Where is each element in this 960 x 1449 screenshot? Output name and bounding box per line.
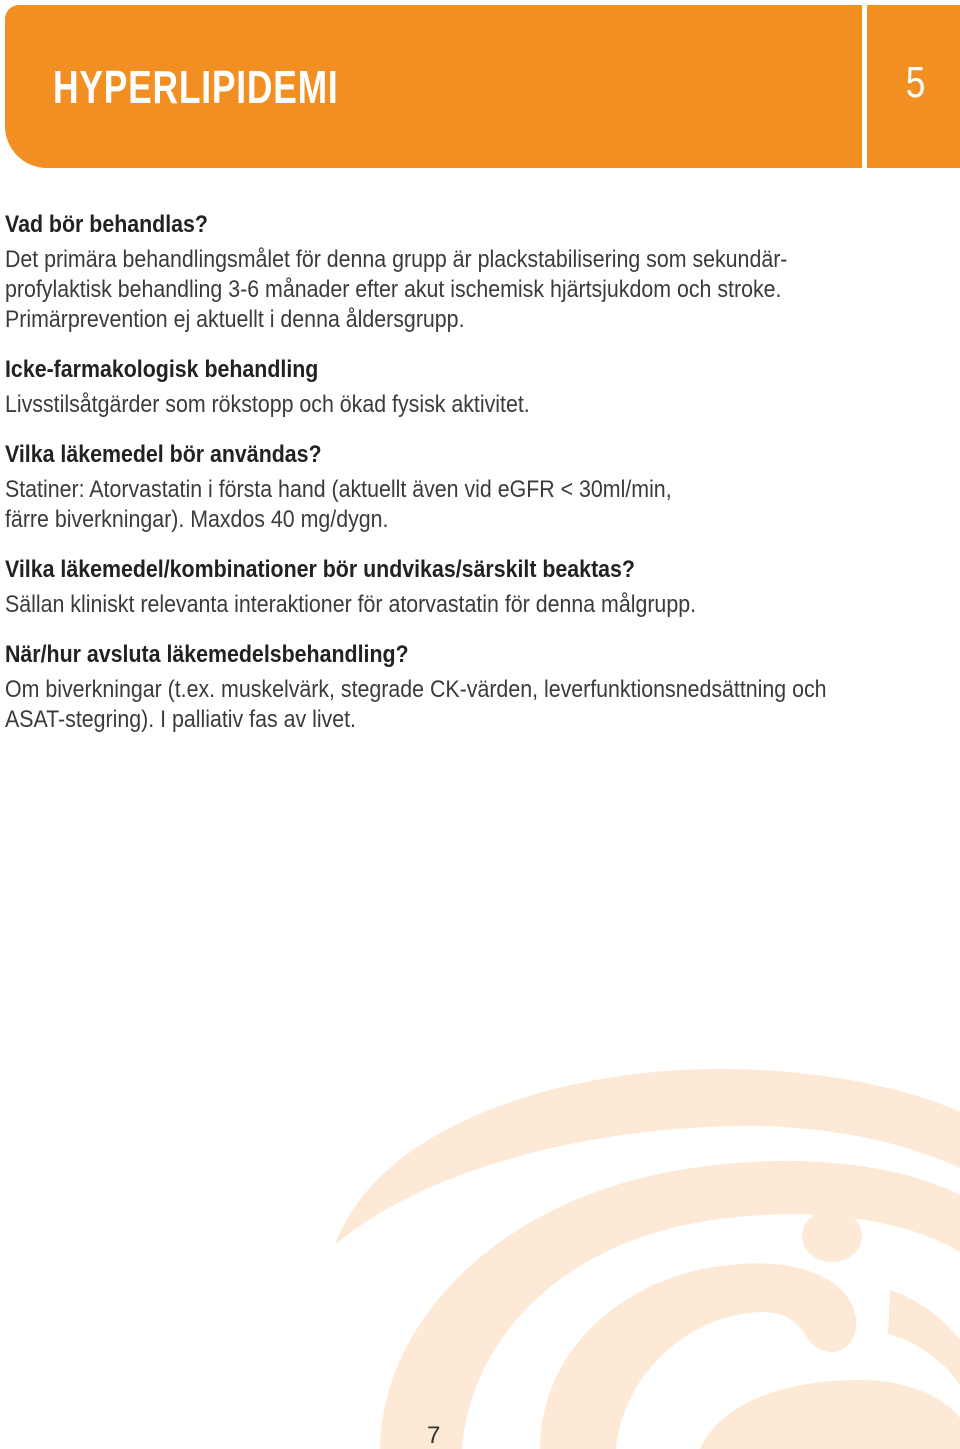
swirl-lower-band <box>700 1380 960 1449</box>
body-text-line: färre biverkningar). Maxdos 40 mg/dygn. <box>5 506 389 533</box>
chapter-number: 5 <box>905 58 926 107</box>
section-drugs-to-avoid <box>5 555 895 620</box>
section-when-to-stop <box>5 640 895 735</box>
document-body <box>5 210 895 735</box>
section-heading: Vilka läkemedel/kombinationer bör undvikas/särskilt beaktas? <box>5 556 635 583</box>
section-what-to-treat <box>5 210 895 335</box>
section-heading: När/hur avsluta läkemedelsbehandling? <box>5 641 409 668</box>
section-non-pharmacological <box>5 355 895 420</box>
swirl-right-band <box>888 1290 960 1385</box>
body-text-line: Primärprevention ej aktuellt i denna åldersgrupp. <box>5 306 465 333</box>
body-text-line: Det primära behandlingsmålet för denna grupp är plackstabilisering som sekundär- <box>5 246 788 273</box>
swirl-center <box>802 1210 862 1262</box>
section-heading: Icke-farmakologisk behandling <box>5 356 319 383</box>
section-heading: Vilka läkemedel bör användas? <box>5 441 322 468</box>
page-number: 7 <box>427 1422 441 1449</box>
body-text-line: ASAT-stegring). I palliativ fas av livet. <box>5 706 356 733</box>
body-text-line: Sällan kliniskt relevanta interaktioner för atorvastatin för denna målgrupp. <box>5 591 697 618</box>
body-text-line: Statiner: Atorvastatin i första hand (aktuellt även vid eGFR < 30ml/min, <box>5 476 672 503</box>
body-text-line: Om biverkningar (t.ex. muskelvärk, stegrade CK-värden, leverfunktionsnedsättning och <box>5 676 827 703</box>
page-title: HYPERLIPIDEMI <box>53 61 339 113</box>
chapter-tab <box>867 5 960 168</box>
body-text-line: profylaktisk behandling 3-6 månader efter akut ischemisk hjärtsjukdom och stroke. <box>5 276 782 303</box>
header-banner <box>5 5 862 168</box>
body-text-line: Livsstilsåtgärder som rökstopp och ökad fysisk aktivitet. <box>5 391 530 418</box>
section-heading: Vad bör behandlas? <box>5 211 208 238</box>
section-recommended-drugs <box>5 440 895 535</box>
